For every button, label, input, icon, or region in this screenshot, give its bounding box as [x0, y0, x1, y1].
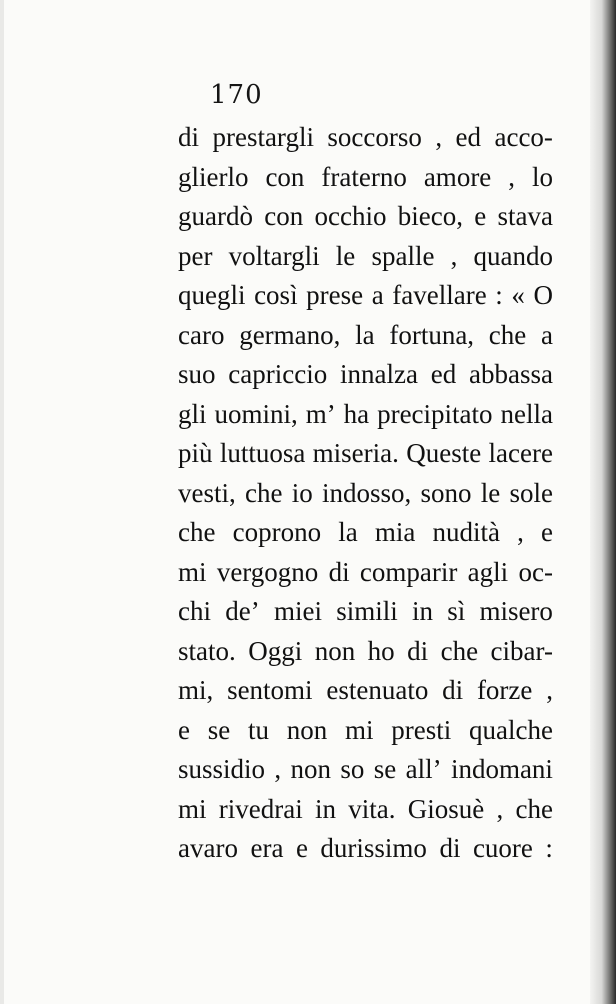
word: m’ [305, 398, 336, 429]
text-line [178, 237, 553, 277]
text-line [178, 829, 553, 869]
word: non [290, 754, 331, 784]
word: , [450, 240, 458, 271]
word: glierlo [178, 161, 249, 192]
word: chi [178, 596, 211, 626]
text-line [178, 276, 553, 316]
word: tu [247, 714, 269, 745]
word: presti [391, 714, 452, 745]
word: : [545, 833, 553, 863]
word: sentomi [227, 675, 313, 705]
word: vita. [348, 793, 396, 824]
word: caro [178, 319, 225, 350]
word: , [496, 793, 504, 824]
body-text [178, 118, 553, 869]
word: bieco, [397, 201, 463, 231]
word: amore [423, 161, 492, 192]
word: avaro [178, 833, 238, 863]
word: innalza [340, 359, 418, 389]
word: precipitato [377, 398, 493, 429]
word: guardò [178, 201, 253, 231]
word: miseria. [312, 438, 399, 468]
word: Giosuè [407, 793, 485, 824]
word: se [373, 754, 397, 784]
word: lacere [488, 438, 553, 468]
word: voltargli [228, 240, 320, 271]
word: indosso, [321, 477, 412, 508]
word: O [533, 280, 553, 310]
word: stava [497, 201, 553, 231]
word: , [546, 675, 553, 705]
text-line [178, 197, 553, 237]
text-line [178, 632, 553, 672]
word: che [440, 635, 479, 666]
word: vesti, [178, 477, 236, 508]
page-binding-shadow [590, 0, 616, 1004]
word: cibar- [490, 635, 553, 666]
word: ho [367, 635, 395, 666]
word: prestargli [212, 122, 314, 152]
word: prese [306, 280, 364, 310]
word: non [314, 635, 356, 666]
word: sussidio [178, 754, 266, 784]
word: lo [531, 161, 553, 192]
word: a [540, 319, 553, 350]
word: germano, [239, 319, 341, 350]
word: ed [430, 359, 457, 389]
word: le [480, 477, 501, 508]
word: spalle [371, 240, 435, 271]
word: forze [476, 675, 533, 705]
word: capriccio [228, 359, 328, 389]
text-line [178, 750, 553, 790]
word: stato. [178, 635, 236, 666]
word: sole [509, 477, 553, 508]
word: quegli [178, 280, 246, 310]
word: con [265, 161, 305, 192]
word: miei [273, 596, 322, 626]
word: gli [178, 398, 207, 429]
text-line [178, 474, 553, 514]
word: de’ [225, 596, 260, 626]
word: che [178, 517, 216, 547]
word: qualche [469, 714, 553, 745]
text-line [178, 513, 553, 553]
word: di [407, 635, 429, 666]
word: e [178, 714, 190, 745]
word: di [178, 122, 200, 152]
word: se [207, 714, 231, 745]
word: indomani [450, 754, 553, 784]
word: misero [479, 596, 553, 626]
word: durissimo [320, 833, 427, 863]
word: , [435, 122, 443, 152]
word: favellare [392, 280, 487, 310]
word: , [517, 517, 524, 547]
word: era [250, 833, 284, 863]
word: la [355, 319, 375, 350]
page-number: 170 [210, 80, 263, 110]
word: quando [473, 240, 553, 271]
word: luttuosa [219, 438, 306, 468]
word: Oggi [248, 635, 303, 666]
word: occhio [314, 201, 387, 231]
word: nella [500, 398, 553, 429]
text-line [178, 355, 553, 395]
word: più [178, 438, 213, 468]
word: mi [178, 793, 207, 824]
word: coprono [232, 517, 322, 547]
word: così [254, 280, 298, 310]
word: di [442, 675, 464, 705]
word: Queste [406, 438, 482, 468]
text-line [178, 434, 553, 474]
page-left-edge [0, 0, 4, 1004]
word: e [474, 201, 487, 231]
word: simili [336, 596, 398, 626]
word: fraterno [321, 161, 407, 192]
word: mi [178, 556, 207, 587]
word: di [328, 556, 350, 587]
word: ha [343, 398, 370, 429]
word: rivedrai [218, 793, 303, 824]
text-line [178, 395, 553, 435]
word: non [286, 714, 328, 745]
word: uomini, [214, 398, 298, 429]
word: abbassa [469, 359, 553, 389]
word: a [371, 280, 384, 310]
word: e [295, 833, 308, 863]
word: ed [455, 122, 482, 152]
word: so [340, 754, 365, 784]
word: acco- [494, 122, 553, 152]
word: io [291, 477, 313, 508]
word: che [488, 319, 527, 350]
word: estenuato [326, 675, 429, 705]
text-line [178, 553, 553, 593]
word: in [314, 793, 336, 824]
word: sono [420, 477, 472, 508]
word: mia [374, 517, 416, 547]
word: all’ [405, 754, 442, 784]
word: vergogno [216, 556, 319, 587]
word: che [244, 477, 283, 508]
word: sì [447, 596, 466, 626]
text-line [178, 158, 553, 198]
word: , [508, 161, 516, 192]
word: le [335, 240, 356, 271]
word: con [264, 201, 304, 231]
word: mi, [178, 675, 214, 705]
word: « [511, 280, 525, 310]
word: soccorso [327, 122, 422, 152]
word: agli [467, 556, 509, 587]
text-line [178, 790, 553, 830]
text-line [178, 118, 553, 158]
word: cuore [472, 833, 533, 863]
word: fortuna, [389, 319, 475, 350]
text-line [178, 671, 553, 711]
word: suo [178, 359, 216, 389]
text-line [178, 711, 553, 751]
word: la [338, 517, 358, 547]
text-line [178, 592, 553, 632]
word: nudità [432, 517, 500, 547]
word: comparir [359, 556, 458, 587]
text-line [178, 316, 553, 356]
word: oc- [518, 556, 553, 587]
word: per [178, 240, 213, 271]
word: in [411, 596, 433, 626]
word: e [540, 517, 553, 547]
word: che [515, 793, 553, 824]
word: , [274, 754, 282, 784]
word: mi [345, 714, 374, 745]
word: : [495, 280, 503, 310]
word: di [439, 833, 461, 863]
